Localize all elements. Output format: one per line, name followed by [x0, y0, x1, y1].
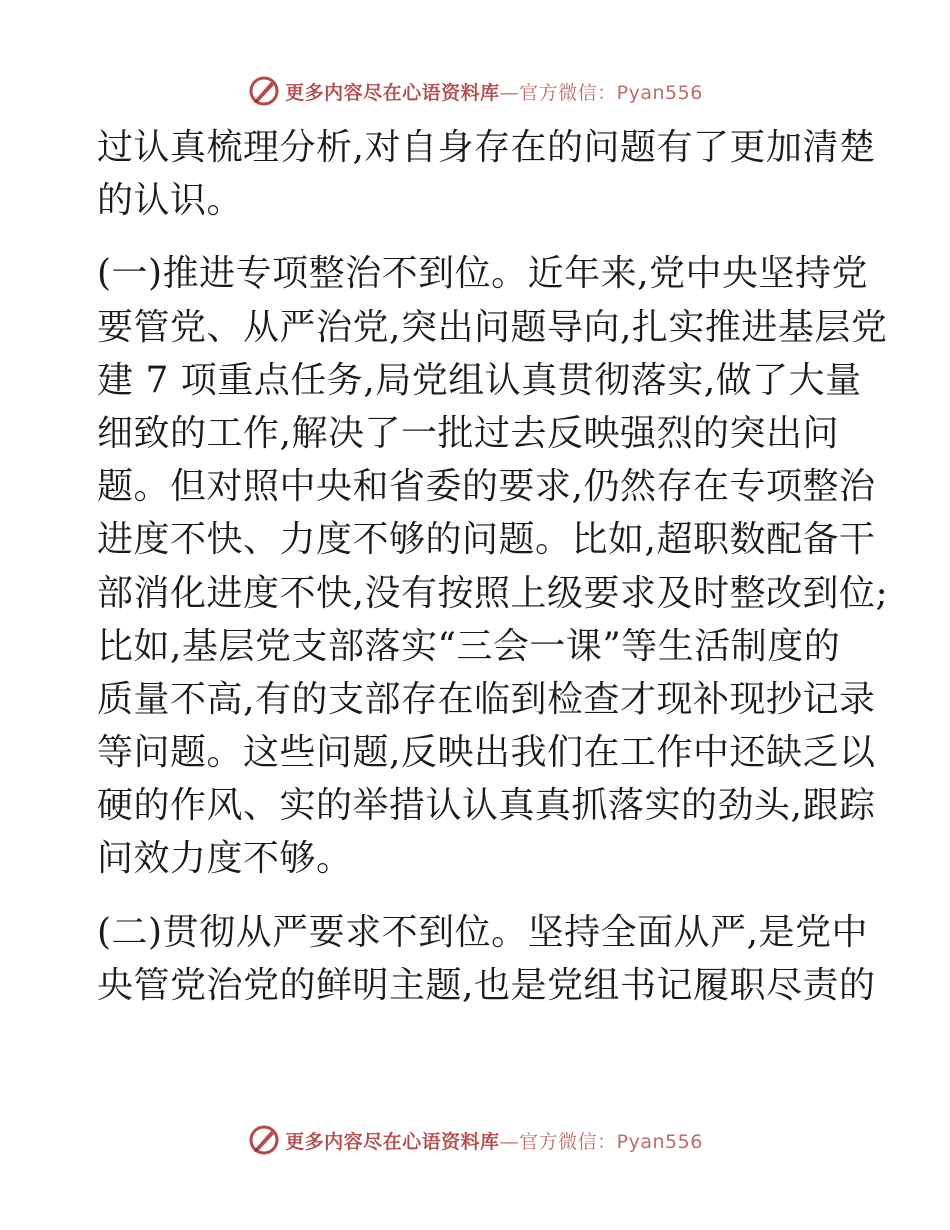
banner-text — [285, 78, 703, 105]
banner-main-text: 更多内容尽在心语资料库 — [285, 1130, 500, 1153]
header-banner — [0, 71, 950, 111]
text-line: 过认真梳理分析,对自身存在的问题有了更加清楚 — [97, 127, 876, 168]
banner-main-text: 更多内容尽在心语资料库 — [285, 81, 500, 104]
text-line: 问效力度不够。 — [97, 838, 353, 880]
text-line: 建 7 项重点任务,局党组认真贯彻落实,做了大量 — [97, 359, 862, 401]
quill-logo-icon — [247, 1123, 281, 1157]
text-line: (二)贯彻从严要求不到位。坚持全面从严,是党中 — [97, 911, 869, 953]
document-body — [97, 121, 889, 1012]
banner-wechat-text: 官方微信：Pyan556 — [519, 81, 703, 104]
text-line: 质量不高,有的支部存在临到检查才现补现抄记录 — [97, 678, 876, 720]
banner-dash: — — [499, 1130, 520, 1153]
text-line: 部消化进度不快,没有按照上级要求及时整改到位; — [97, 572, 889, 614]
text-line: 硬的作风、实的举措认认真真抓落实的劲头,跟踪 — [97, 785, 876, 827]
text-line: 要管党、从严治党,突出问题导向,扎实推进基层党 — [97, 306, 888, 348]
banner-text — [285, 1127, 703, 1154]
text-line: (一)推进专项整治不到位。近年来,党中央坚持党 — [97, 253, 869, 295]
paragraph-1 — [97, 121, 876, 227]
paragraph-2 — [97, 247, 889, 885]
text-line: 进度不快、力度不够的问题。比如,超职数配备干 — [97, 519, 876, 561]
text-line: 央管党治党的鲜明主题,也是党组书记履职尽责的 — [97, 964, 876, 1006]
quill-logo-icon — [247, 74, 281, 108]
text-line: 比如,基层党支部落实“三会一课”等生活制度的 — [97, 625, 841, 667]
paragraph-3 — [97, 906, 876, 1012]
banner-dash: — — [499, 81, 520, 104]
text-line: 的认识。 — [97, 180, 244, 222]
text-line: 细致的工作,解决了一批过去反映强烈的突出问 — [97, 412, 839, 454]
footer-banner — [0, 1120, 950, 1160]
text-line: 等问题。这些问题,反映出我们在工作中还缺乏以 — [97, 732, 876, 774]
banner-wechat-text: 官方微信：Pyan556 — [519, 1130, 703, 1153]
text-line: 题。但对照中央和省委的要求,仍然存在专项整治 — [97, 466, 876, 508]
